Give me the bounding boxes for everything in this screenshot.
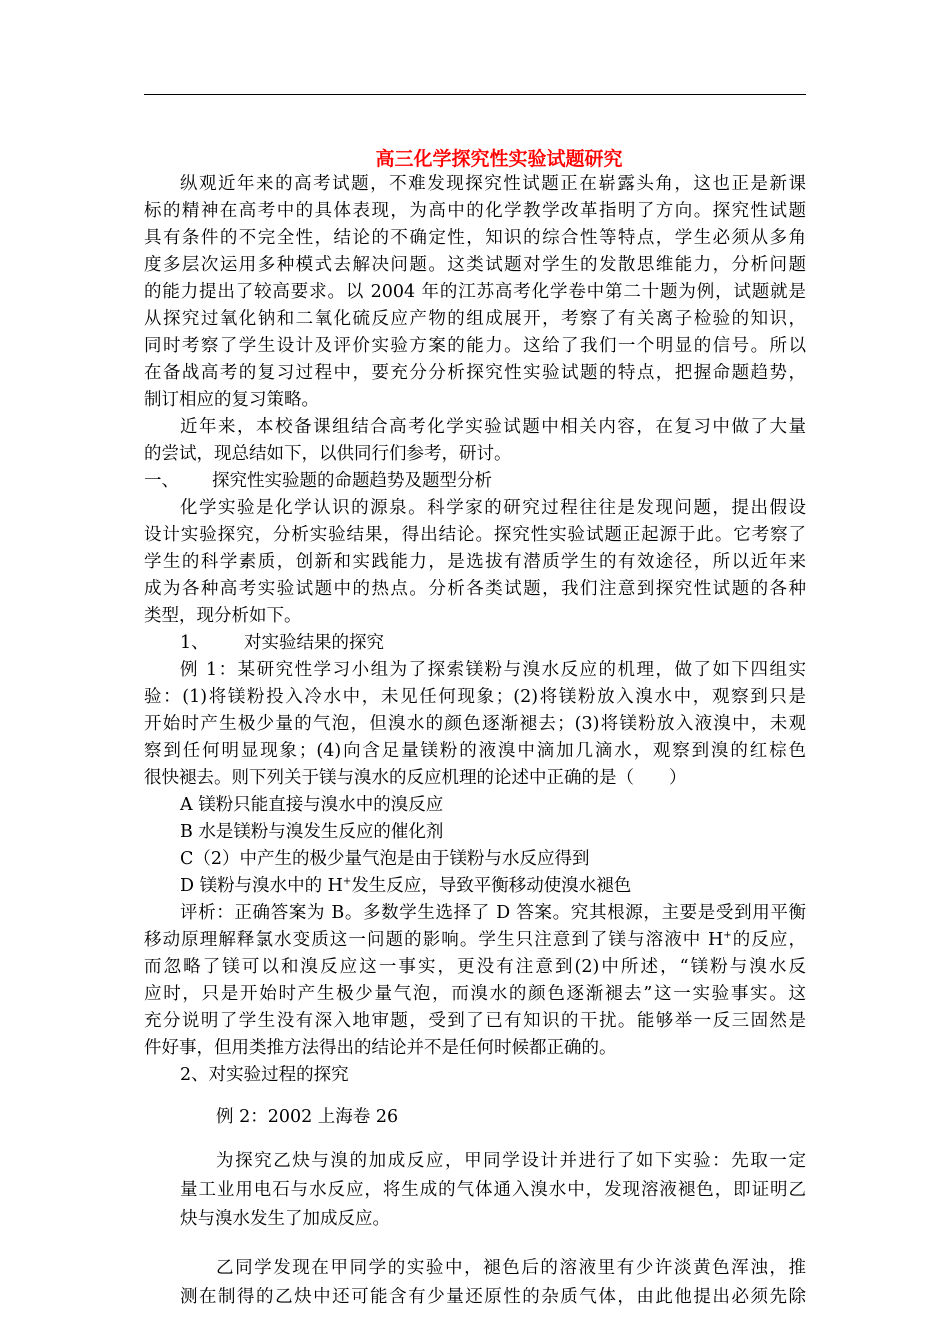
section-line: 设计实验探究，分析实验结果，得出结论。探究性实验试题正起源于此。它考察了 [144, 525, 806, 545]
example-label: 例 2：2002 上海卷 26 [216, 1107, 399, 1127]
subsection-heading: 2、对实验过程的探究 [180, 1065, 349, 1085]
section-heading: 探究性实验题的命题趋势及题型分析 [212, 471, 492, 491]
example-line: 验：(1)将镁粉投入冷水中，未见任何现象；(2)将镁粉放入溴水中，观察到只是 [144, 687, 806, 707]
intro-line: 在备战高考的复习过程中，要充分分析探究性实验试题的特点，把握命题趋势， [144, 363, 806, 383]
example-line: 例 1：某研究性学习小组为了探索镁粉与溴水反应的机理，做了如下四组实 [180, 660, 806, 680]
example-line: 开始时产生极少量的气泡，但溴水的颜色逐渐褪去；(3)将镁粉放入液溴中，未观 [144, 714, 806, 734]
intro-line: 从探究过氧化钠和二氧化硫反应产物的组成展开，考察了有关离子检验的知识， [144, 309, 806, 329]
analysis-line: 充分说明了学生没有深入地审题，受到了已有知识的干扰。能够举一反三固然是 [144, 1011, 806, 1031]
example-line: 察到任何明显现象；(4)向含足量镁粉的液溴中滴加几滴水，观察到溴的红棕色 [144, 741, 806, 761]
section-number: 一、 [144, 471, 179, 491]
intro-line: 度多层次运用多种模式去解决问题。这类试题对学生的发散思维能力，分析问题 [144, 255, 806, 275]
intro-line: 近年来，本校备课组结合高考化学实验试题中相关内容，在复习中做了大量 [180, 417, 806, 437]
analysis-line: 而忽略了镁可以和溴反应这一事实，更没有注意到(2)中所述，“镁粉与溴水反 [144, 957, 806, 977]
example-line: 很快褪去。则下列关于镁与溴水的反应机理的论述中正确的是（ ） [144, 768, 687, 788]
intro-line: 标的精神在高考中的具体表现，为高中的化学教学改革指明了方向。探究性试题 [144, 201, 806, 221]
option-d [180, 874, 631, 898]
intro-line: 的能力提出了较高要求。以 2004 年的江苏高考化学卷中第二十题为例，试题就是 [144, 282, 806, 302]
subsection-heading: 对实验结果的探究 [244, 633, 384, 653]
section-line: 化学实验是化学认识的源泉。科学家的研究过程往往是发现问题，提出假设 [180, 498, 806, 518]
example-line: 炔与溴水发生了加成反应。 [180, 1209, 390, 1229]
option-d-text-rest: 发生反应，导致平衡移动使溴水褪色 [351, 876, 632, 896]
example-line: 量工业用电石与水反应，将生成的气体通入溴水中，发现溶液褪色，即证明乙 [180, 1180, 806, 1200]
superscript-plus: + [342, 876, 352, 888]
example-line: 乙同学发现在甲同学的实验中，褪色后的溶液里有少许淡黄色浑浊，推 [216, 1258, 806, 1278]
analysis-line: 件好事，但用类推方法得出的结论并不是任何时候都正确的。 [144, 1038, 617, 1058]
intro-line: 纵观近年来的高考试题，不难发现探究性试题正在崭露头角，这也正是新课 [180, 174, 806, 194]
intro-line: 同时考察了学生设计及评价实验方案的能力。这给了我们一个明显的信号。所以 [144, 336, 806, 356]
section-line: 成为各种高考实验试题中的热点。分析各类试题，我们注意到探究性试题的各种 [144, 579, 806, 599]
analysis-line: 应时，只是开始时产生极少量气泡，而溴水的颜色逐渐褪去”这一实验事实。这 [144, 984, 806, 1004]
section-line: 类型，现分析如下。 [144, 606, 302, 626]
option-a: A 镁粉只能直接与溴水中的溴反应 [180, 795, 444, 815]
option-c: C（2）中产生的极少量气泡是由于镁粉与水反应得到 [180, 849, 590, 869]
subsection-number: 1、 [180, 633, 209, 653]
example-line: 为探究乙炔与溴的加成反应，甲同学设计并进行了如下实验：先取一定 [216, 1151, 806, 1171]
section-line: 学生的科学素质，创新和实践能力，是选拔有潜质学生的有效途径，所以近年来 [144, 552, 806, 572]
superscript-plus: + [723, 930, 732, 942]
analysis-line: 评析：正确答案为 B。多数学生选择了 D 答案。究其根源，主要是受到用平衡 [180, 903, 806, 923]
option-b: B 水是镁粉与溴发生反应的催化剂 [180, 822, 444, 842]
intro-line: 的尝试，现总结如下，以供同行们参考，研讨。 [144, 444, 512, 464]
example-line: 测在制得的乙炔中还可能含有少量还原性的杂质气体，由此他提出必须先除 [180, 1287, 806, 1307]
page-title: 高三化学探究性实验试题研究 [375, 148, 623, 170]
analysis-text-rest: 的反应， [731, 930, 807, 950]
intro-line: 制订相应的复习策略。 [144, 390, 319, 410]
header-rule [144, 94, 806, 95]
option-d-text: D 镁粉与溴水中的 H [180, 876, 343, 896]
analysis-line [144, 928, 806, 952]
analysis-text: 移动原理解释氯水变质这一问题的影响。学生只注意到了镁与溶液中 H [144, 930, 724, 950]
intro-line: 具有条件的不完全性，结论的不确定性，知识的综合性等特点，学生必须从多角 [144, 228, 806, 248]
